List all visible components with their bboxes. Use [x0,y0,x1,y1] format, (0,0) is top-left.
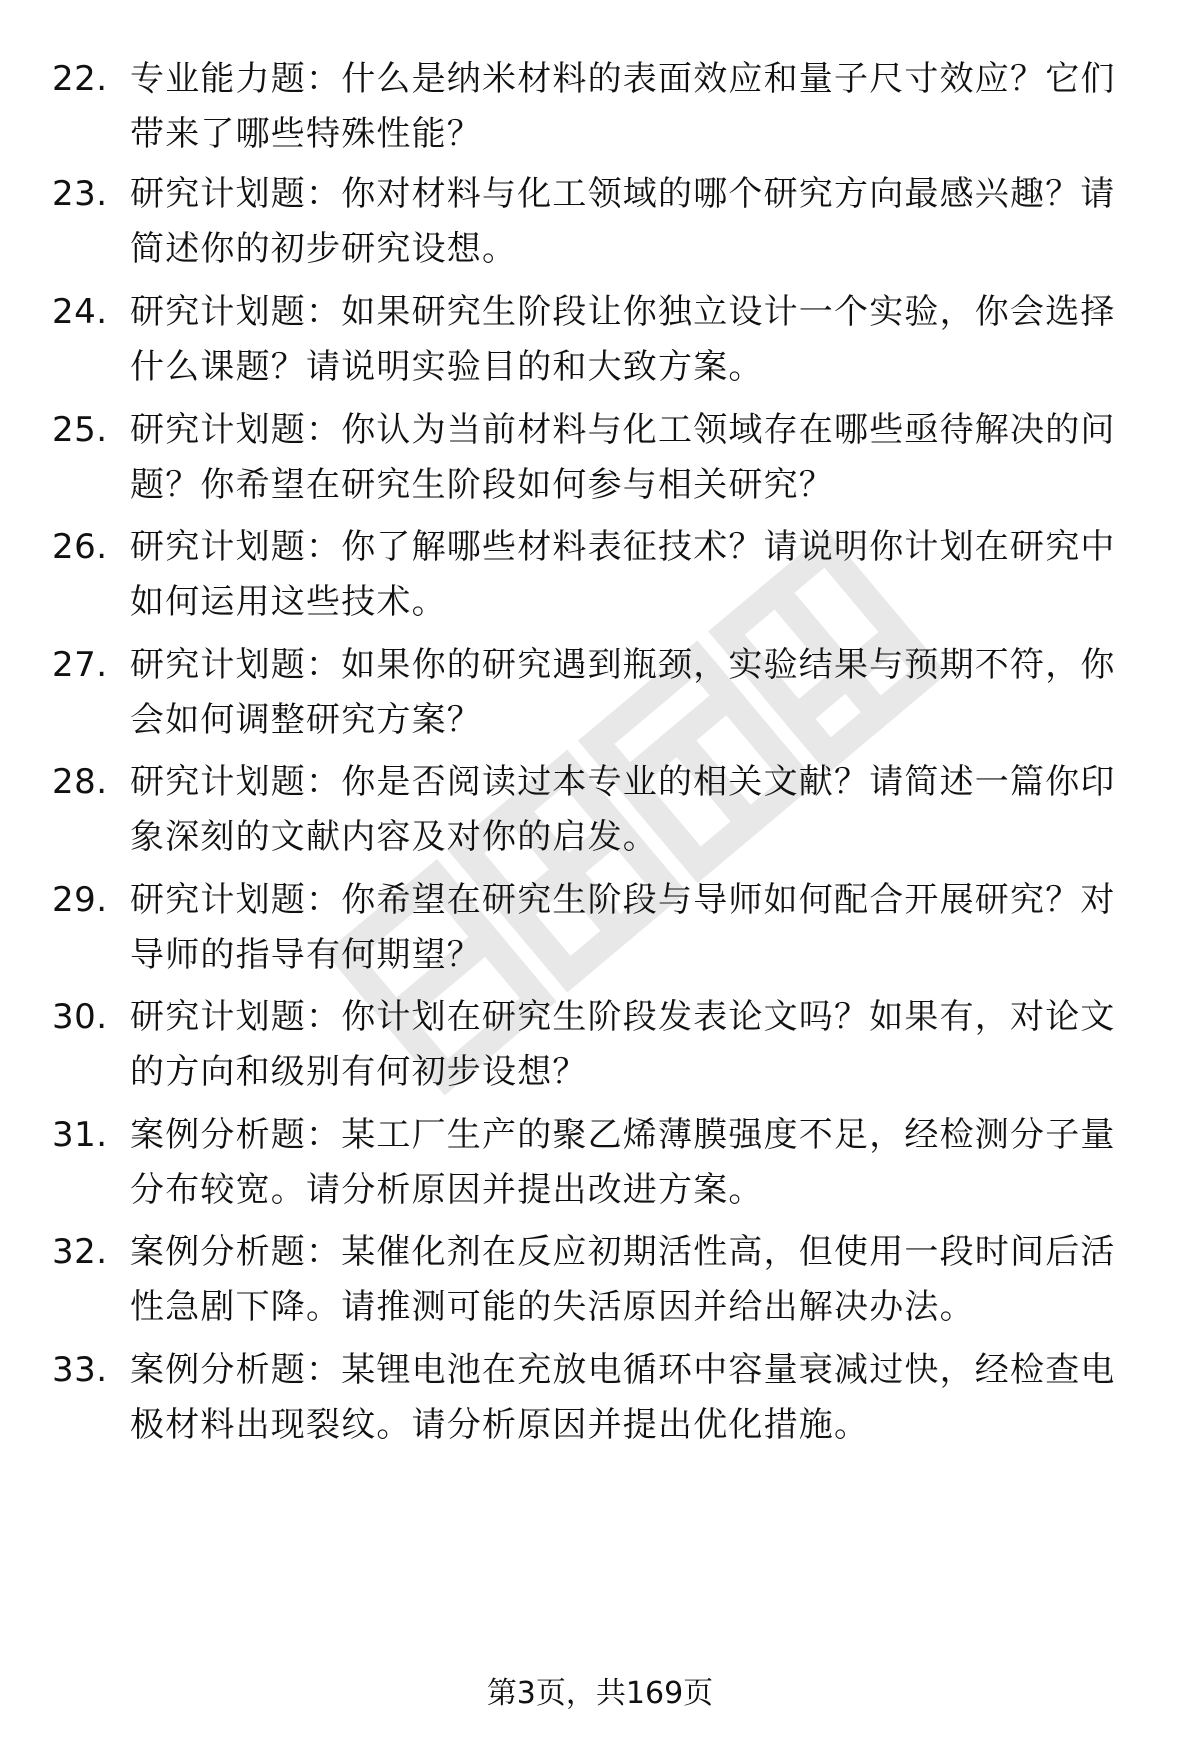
question-number: 32. [52,1232,108,1272]
question-number: 23. [52,174,108,214]
question-number: 25. [52,410,108,450]
question-text: 案例分析题：某锂电池在充放电循环中容量衰减过快，经检查电极材料出现裂纹。请分析原因并提出优化措施。 [130,1350,1116,1445]
question-number: 27. [52,645,108,685]
question-text: 研究计划题：你计划在研究生阶段发表论文吗？如果有，对论文的方向和级别有何初步设想？ [130,997,1116,1092]
question-text: 案例分析题：某工厂生产的聚乙烯薄膜强度不足，经检测分子量分布较宽。请分析原因并提出改进方案。 [130,1115,1116,1210]
question-item [52,873,1152,983]
question-number: 22. [52,59,108,99]
question-text: 案例分析题：某催化剂在反应初期活性高，但使用一段时间后活性急剧下降。请推测可能的失活原因并给出解决办法。 [130,1232,1116,1327]
question-item [52,167,1152,277]
question-number: 33. [52,1350,108,1390]
question-text: 研究计划题：你对材料与化工领域的哪个研究方向最感兴趣？请简述你的初步研究设想。 [130,174,1116,269]
question-text: 研究计划题：你认为当前材料与化工领域存在哪些亟待解决的问题？你希望在研究生阶段如何参与相关研究？ [130,410,1116,505]
question-text: 研究计划题：你希望在研究生阶段与导师如何配合开展研究？对导师的指导有何期望？ [130,880,1116,975]
question-item [52,990,1152,1100]
question-text: 研究计划题：你是否阅读过本专业的相关文献？请简述一篇你印象深刻的文献内容及对你的启发。 [130,762,1116,857]
question-number: 30. [52,997,108,1037]
question-item [52,638,1152,748]
question-number: 28. [52,762,108,802]
question-number: 31. [52,1115,108,1155]
question-number: 24. [52,292,108,332]
question-item [52,1225,1152,1335]
question-text: 专业能力题：什么是纳米材料的表面效应和量子尺寸效应？它们带来了哪些特殊性能？ [130,59,1116,154]
question-item [52,52,1152,162]
question-item [52,403,1152,513]
question-number: 26. [52,527,108,567]
question-item [52,755,1152,865]
question-text: 研究计划题：如果研究生阶段让你独立设计一个实验，你会选择什么课题？请说明实验目的和大致方案。 [130,292,1116,387]
question-item [52,285,1152,395]
page-number-footer: 第3页，共169页 [486,1676,714,1711]
question-text: 研究计划题：你了解哪些材料表征技术？请说明你计划在研究中如何运用这些技术。 [130,527,1116,622]
question-item [52,1343,1152,1453]
question-number: 29. [52,880,108,920]
question-text: 研究计划题：如果你的研究遇到瓶颈，实验结果与预期不符，你会如何调整研究方案？ [130,645,1116,740]
question-item [52,520,1152,630]
question-item [52,1108,1152,1218]
